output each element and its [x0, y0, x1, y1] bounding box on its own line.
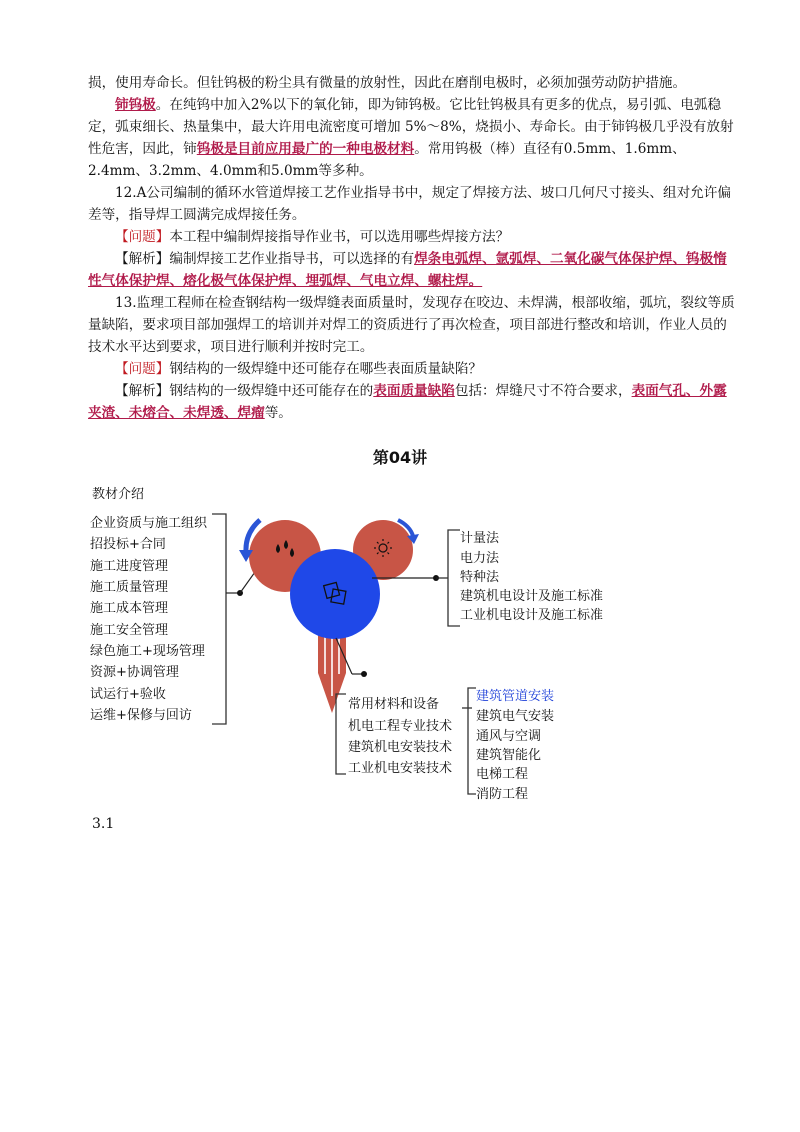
- text: 钢结构的一级焊缝中还可能存在哪些表面质量缺陷？: [169, 361, 483, 377]
- key-highlight: 表面气孔、外露夹渣、未熔合、未焊透、焊瘤: [88, 383, 727, 421]
- sub-list-item: 建筑电气安装: [476, 709, 555, 724]
- page-number: 3.1: [92, 816, 115, 832]
- right-bracket: [448, 530, 460, 626]
- left-list: [90, 515, 208, 723]
- right-list-item: 工业机电设计及施工标准: [460, 608, 604, 623]
- left-list-item: 企业资质与施工组织: [90, 516, 208, 531]
- analysis-tag: 【解析】: [115, 251, 170, 267]
- left-list-item: 资源+协调管理: [90, 665, 179, 680]
- sub-bracket: [468, 688, 476, 794]
- left-list-item: 施工进度管理: [90, 559, 169, 574]
- connector-dot: [361, 671, 367, 677]
- bottom-bracket: [336, 694, 346, 774]
- left-bracket: [212, 514, 226, 724]
- text: 本工程中编制焊接指导作业书，可以选用哪些焊接方法？: [169, 229, 510, 245]
- text: 钢结构的一级焊缝中还可能存在的: [169, 383, 374, 399]
- paragraph: [88, 380, 736, 424]
- text: 包括：焊缝尺寸不符合要求，: [454, 383, 632, 399]
- right-list-item: 电力法: [460, 551, 500, 566]
- bottom-list-item: 工业机电安装技术: [348, 761, 453, 776]
- sub-list-item-highlighted: 建筑管道安装: [476, 689, 555, 704]
- sub-list: [476, 688, 554, 802]
- sub-list-item: 电梯工程: [476, 767, 529, 782]
- text: 。常用钨极（棒）直径有0.5mm、1.6mm、2.4mm、3.2mm、4.0mm和5.0mm等多种。: [88, 141, 686, 179]
- lecture-title: 第04讲: [372, 448, 428, 467]
- sub-list-item: 通风与空调: [476, 729, 542, 744]
- article-body: [88, 72, 736, 424]
- paragraph: [88, 248, 736, 292]
- text: 编制焊接工艺作业指导书，可以选择的有: [169, 251, 415, 267]
- text: 。在纯钨中加入2%以下的氧化铈，即为铈钨极。它比钍钨极具有更多的优点，易引弧、电弧稳定，弧束细长、热量集中，最大许用电流密度可增加 5%～8%，烧损小、寿命长。由于铈钨极几乎没有放射性危害，因此，铈: [88, 97, 734, 157]
- paragraph: [88, 94, 736, 182]
- sub-list-item: 消防工程: [476, 787, 529, 802]
- bottom-list-item: 常用材料和设备: [348, 697, 440, 712]
- left-list-item: 试运行+验收: [90, 687, 166, 702]
- right-list-item: 特种法: [460, 570, 500, 585]
- sub-list-item: 建筑智能化: [476, 748, 542, 763]
- paragraph: 13.监理工程师在检查钢结构一级焊缝表面质量时，发现存在咬边、未焊满，根部收缩，弧坑，裂纹等质量缺陷，要求项目部加强焊工的培训并对焊工的资质进行了再次检查，项目部进行整改和培训，作业人员的技术水平达到要求，项目进行顺利并按时完工。: [88, 295, 735, 355]
- left-list-item: 施工成本管理: [90, 601, 169, 616]
- key-highlight: 钨极是目前应用最广的一种电极材料: [196, 141, 415, 157]
- paragraph: 12.A公司编制的循环水管道焊接工艺作业指导书中，规定了焊接方法、坡口几何尺寸接头、组对允许偏差等，指导焊工圆满完成焊接任务。: [88, 185, 731, 223]
- bottom-list-item: 建筑机电安装技术: [348, 740, 453, 755]
- left-list-item: 绿色施工+现场管理: [90, 644, 205, 659]
- text: 等。: [264, 405, 292, 421]
- left-list-item: 施工安全管理: [90, 623, 169, 638]
- left-list-item: 运维+保修与回访: [90, 708, 192, 723]
- blue-circle: [290, 549, 380, 639]
- key-highlight: 焊条电弧焊、氩弧焊、二氧化碳气体保护焊、钨极惰性气体保护焊、熔化极气体保护焊、埋弧焊、气电立焊、螺柱焊。: [88, 251, 727, 289]
- analysis-tag: 【解析】: [115, 383, 170, 399]
- bottom-list-item: 机电工程专业技术: [348, 719, 453, 734]
- left-list-item: 招投标+合同: [90, 537, 166, 552]
- key-highlight: 表面质量缺陷: [373, 383, 455, 399]
- right-list-item: 计量法: [460, 531, 500, 546]
- question-tag: 【问题】: [115, 361, 170, 377]
- right-list-item: 建筑机电设计及施工标准: [460, 589, 604, 604]
- textbook-diagram: [0, 478, 800, 818]
- paragraph: 损，使用寿命长。但钍钨极的粉尘具有微量的放射性，因此在磨削电极时，必须加强劳动防护措施。: [88, 75, 687, 91]
- paragraph: [88, 358, 736, 380]
- diagram-heading: 教材介绍: [92, 487, 145, 502]
- question-tag: 【问题】: [115, 229, 170, 245]
- paragraph: [88, 226, 736, 248]
- right-list: [460, 530, 603, 623]
- left-list-item: 施工质量管理: [90, 580, 169, 595]
- bottom-list: [348, 696, 452, 776]
- term-highlight: 铈钨极: [115, 97, 156, 113]
